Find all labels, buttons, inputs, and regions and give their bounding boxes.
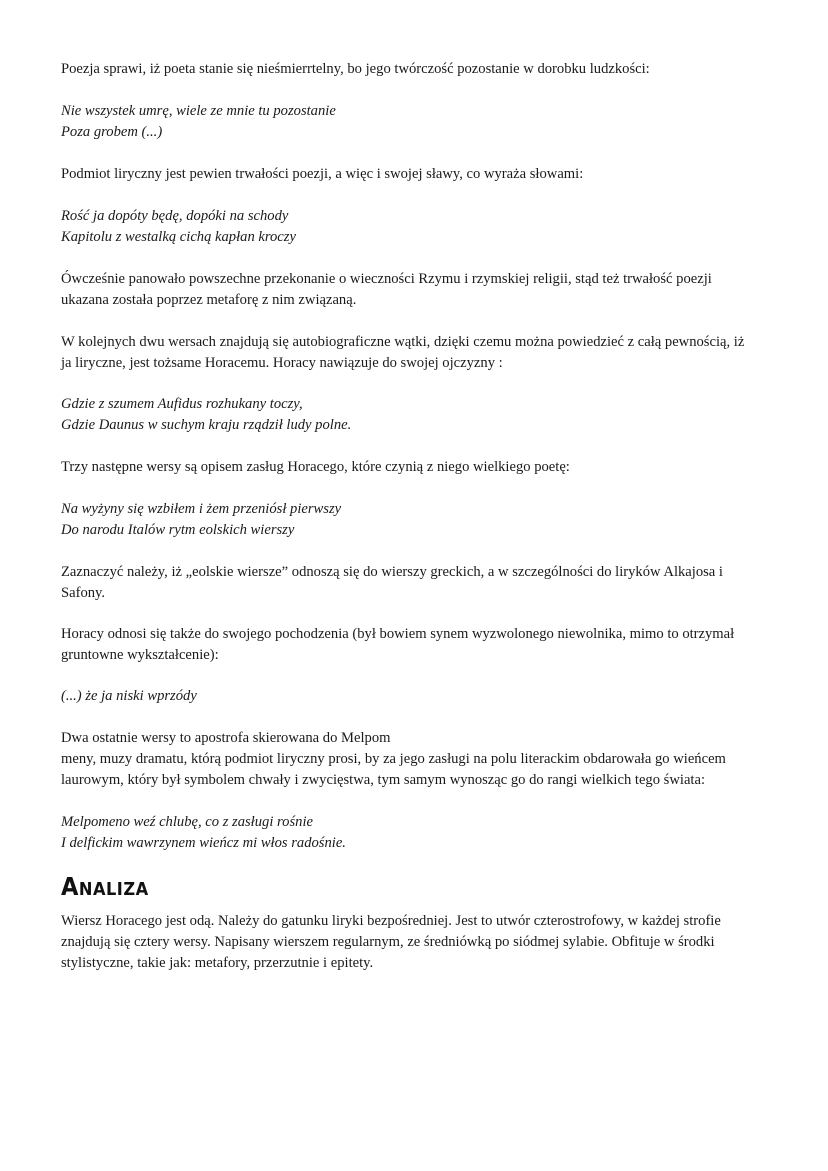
paragraph-pochodzenie: Horacy odnosi się także do swojego pochodzenia (był bowiem synem wyzwolonego niewolnika, mimo to otrzymał gruntowne wykształcenie):	[61, 626, 735, 663]
paragraph-apostrofa: Dwa ostatnie wersy to apostrofa skierowana do Melpom meny, muzy dramatu, którą podmiot liryczny prosi, by za jego zasługi na polu literackim obdarowała go wieńcem laurowym, który był symbolem chwały i zwycięstwa, tym samym wynosząc go do rangi wielkich tego świata:	[61, 730, 726, 788]
quote-na-wyzyny: Na wyżyny się wzbiłem i żem przeniósł pierwszy Do narodu Italów rytm eolskich wierszy	[61, 501, 342, 538]
paragraph-wiecznosc-rzymu: Ówcześnie panowało powszechne przekonanie o wieczności Rzymu i rzymskiej religii, stąd też trwałość poezji ukazana została poprzez metaforę z nim związaną.	[61, 271, 712, 308]
quote-aufidus: Gdzie z szumem Aufidus rozhukany toczy, Gdzie Daunus w suchym kraju rządził ludy polne.	[61, 396, 352, 433]
section-heading-analiza: Analiza	[61, 872, 149, 901]
paragraph-trwalosc: Podmiot liryczny jest pewien trwałości poezji, a więc i swojej sławy, co wyraża słowami:	[61, 166, 584, 182]
paragraph-eolskie-wiersze: Zaznaczyć należy, iż „eolskie wiersze” odnoszą się do wierszy greckich, a w szczególności do liryków Alkajosa i Safony.	[61, 564, 723, 601]
quote-rosc-ja: Rość ja dopóty będę, dopóki na schody Kapitolu z westalką cichą kapłan kroczy	[61, 208, 296, 245]
quote-melpomeno: Melpomeno weź chlubę, co z zasługi rośnie I delfickim wawrzynem wieńcz mi włos radośnie.	[61, 814, 346, 851]
paragraph-zaslugi: Trzy następne wersy są opisem zasług Horacego, które czynią z niego wielkiego poetę:	[61, 459, 570, 475]
quote-nie-wszystek-umre: Nie wszystek umrę, wiele ze mnie tu pozostanie Poza grobem (...)	[61, 103, 336, 140]
quote-niski-wprzody: (...) że ja niski wprzódy	[61, 688, 197, 704]
paragraph-autobiografia: W kolejnych dwu wersach znajdują się autobiograficzne wątki, dzięki czemu można powiedzieć z całą pewnością, iż ja liryczne, jest tożsame Horacemu. Horacy nawiązuje do swojej ojczyzny :	[61, 334, 745, 371]
paragraph-analiza: Wiersz Horacego jest odą. Należy do gatunku liryki bezpośredniej. Jest to utwór czterostrofowy, w każdej strofie znajdują się cztery wersy. Napisany wierszem regularnym, ze średniówką po siódmej sylabie. Obfituje w środki stylistyczne, takie jak: metafory, przerzutnie i epitety.	[61, 913, 721, 971]
paragraph-intro: Poezja sprawi, iż poeta stanie się nieśmierrtelny, bo jego twórczość pozostanie w dorobku ludzkości:	[61, 61, 650, 77]
